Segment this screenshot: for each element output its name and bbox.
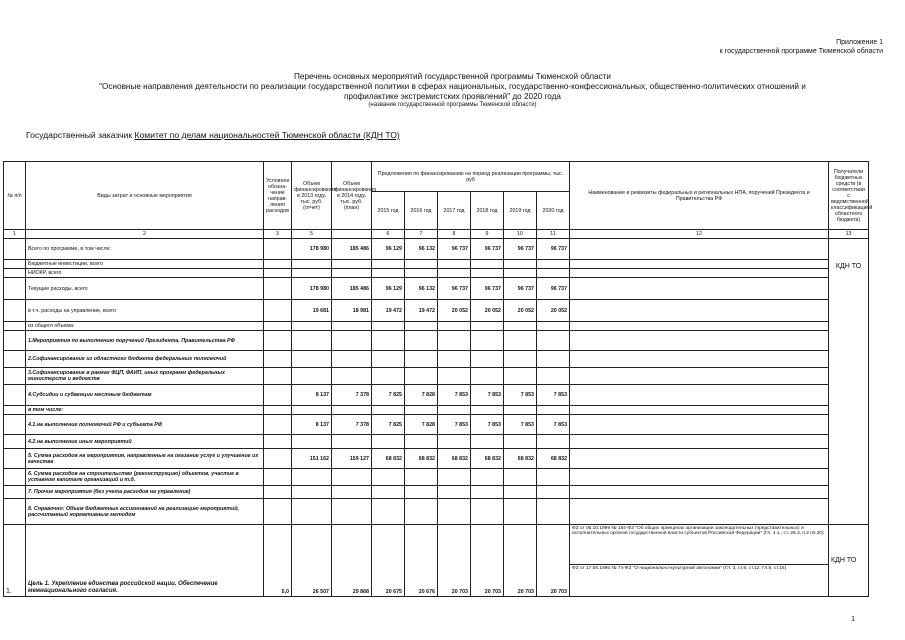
colnum: 7	[405, 230, 438, 239]
goal-act-2: ФЗ от 17.06.1996 № 74-ФЗ "О национально-культурной автономии" (Гл. 3, ст.9, ст.12, Гл.5, ст.16)	[572, 566, 787, 571]
page-number: 1	[851, 616, 855, 623]
row-code	[264, 269, 292, 278]
row-year-value	[405, 269, 438, 278]
row-vol2013: 8 137	[292, 415, 332, 435]
header-num: № п/п	[4, 162, 26, 230]
table-row	[4, 260, 869, 269]
row-year-value	[438, 331, 471, 351]
table-row	[4, 239, 869, 260]
row-year-value: 96 737	[537, 239, 570, 260]
colnum: 5	[292, 230, 332, 239]
row-year-value: 7 853	[438, 415, 471, 435]
row-label: 3.Софинансирование в рамках ФЦП, ФАИП, иных программ федеральных министерств и ведомств	[26, 368, 264, 385]
row-year-value	[471, 406, 504, 415]
row-acts	[570, 351, 829, 368]
table-row	[4, 351, 869, 368]
row-year-value: 96 129	[372, 278, 405, 300]
customer-line	[26, 130, 400, 140]
row-acts	[570, 269, 829, 278]
title-line3: профилактике экстремистских проявлений" до 2020 года	[344, 92, 561, 101]
row-label: Бюджетные инвестиции, всего	[26, 260, 264, 269]
row-year-value	[405, 435, 438, 449]
row-year-value	[438, 368, 471, 385]
row-label: 6. Сумма расходов на строительство (реконструкцию) объектов, участие в уставном капитале организаций и т.д.	[26, 469, 264, 486]
row-year-value: 96 132	[405, 278, 438, 300]
row-year-value	[438, 469, 471, 486]
goal-year-value: 20 703	[471, 525, 504, 597]
row-vol2014	[332, 435, 372, 449]
row-code	[264, 331, 292, 351]
row-num	[4, 435, 26, 449]
row-num	[4, 368, 26, 385]
row-year-value: 96 737	[438, 239, 471, 260]
row-vol2013	[292, 406, 332, 415]
row-code	[264, 351, 292, 368]
table-row	[4, 368, 869, 385]
row-year-value	[504, 499, 537, 525]
header-year: 2017 год	[438, 192, 471, 230]
row-year-value	[405, 351, 438, 368]
row-code	[264, 499, 292, 525]
row-year-value	[405, 368, 438, 385]
header-forecast: Предложения по финансированию на период реализации программы, тыс. руб	[372, 162, 570, 192]
row-vol2014	[332, 260, 372, 269]
row-vol2013	[292, 322, 332, 331]
customer-value: Комитет по делам национальностей Тюменской области (КДН ТО)	[134, 130, 400, 140]
row-code	[264, 406, 292, 415]
row-vol2013: 178 980	[292, 239, 332, 260]
measures-table	[3, 161, 873, 597]
row-year-value: 7 828	[405, 385, 438, 406]
row-acts	[570, 486, 829, 499]
appendix-note	[720, 38, 883, 56]
row-year-value: 20 052	[471, 300, 504, 322]
row-year-value	[372, 269, 405, 278]
row-year-value	[471, 499, 504, 525]
goal-acts	[570, 525, 829, 597]
goal-num: 1.	[4, 525, 26, 597]
row-num	[4, 499, 26, 525]
row-year-value	[372, 469, 405, 486]
row-vol2013: 19 681	[292, 300, 332, 322]
table-row	[4, 486, 869, 499]
goal-year-value: 20 703	[438, 525, 471, 597]
row-year-value	[372, 351, 405, 368]
row-year-value: 7 853	[537, 385, 570, 406]
row-code	[264, 322, 292, 331]
row-label: Всего по программе, в том числе:	[26, 239, 264, 260]
row-year-value: 7 853	[504, 385, 537, 406]
row-vol2013	[292, 269, 332, 278]
table-row	[4, 269, 869, 278]
row-vol2014	[332, 322, 372, 331]
row-num	[4, 278, 26, 300]
row-label: 4.1.на выполнение полномочий РФ и субъекта РФ	[26, 415, 264, 435]
row-code	[264, 300, 292, 322]
row-label: в т.ч. расходы на управление, всего	[26, 300, 264, 322]
row-year-value	[504, 322, 537, 331]
goal-row	[4, 525, 869, 597]
row-year-value	[537, 435, 570, 449]
row-year-value	[504, 351, 537, 368]
row-year-value	[537, 331, 570, 351]
header-vol2013: Объем финансирования в 2013 году, тыс. руб.(отчет)	[292, 162, 332, 230]
row-year-value	[372, 322, 405, 331]
row-code	[264, 469, 292, 486]
row-year-value	[438, 435, 471, 449]
row-label: Текущие расходы, всего	[26, 278, 264, 300]
row-num	[4, 239, 26, 260]
goal-recipient: КДН ТО	[829, 525, 869, 597]
row-year-value: 68 832	[504, 449, 537, 469]
row-year-value	[504, 435, 537, 449]
row-year-value: 20 052	[438, 300, 471, 322]
row-year-value	[537, 499, 570, 525]
row-year-value: 96 737	[471, 278, 504, 300]
title-subcaption: (название государственной программы Тюменской области)	[368, 102, 537, 108]
row-year-value	[471, 260, 504, 269]
row-year-value: 96 737	[537, 278, 570, 300]
row-year-value	[471, 269, 504, 278]
row-vol2013: 8 137	[292, 385, 332, 406]
row-acts	[570, 499, 829, 525]
header-acts: Наименование и реквизиты федеральных и региональных НПА, поручений Президента и Правительства РФ	[570, 162, 829, 230]
colnum: 12	[570, 230, 829, 239]
row-year-value	[504, 331, 537, 351]
appendix-line2: к государственной программе Тюменской области	[719, 48, 883, 55]
row-year-value: 7 853	[438, 385, 471, 406]
row-year-value: 7 853	[471, 385, 504, 406]
title-line1: Перечень основных мероприятий государственной программы Тюменской области	[294, 72, 611, 81]
row-year-value	[471, 331, 504, 351]
row-num	[4, 351, 26, 368]
row-num	[4, 385, 26, 406]
row-acts	[570, 260, 829, 269]
row-year-value: 68 832	[537, 449, 570, 469]
row-vol2014: 7 378	[332, 385, 372, 406]
row-year-value	[471, 435, 504, 449]
row-code	[264, 449, 292, 469]
row-year-value: 7 853	[471, 415, 504, 435]
row-year-value	[537, 269, 570, 278]
colnum: 2	[26, 230, 264, 239]
row-acts	[570, 239, 829, 260]
row-vol2013	[292, 260, 332, 269]
document-title	[0, 72, 905, 109]
row-acts	[570, 449, 829, 469]
row-label: 1.Мероприятия по выполнению поручений Президента, Правительства РФ	[26, 331, 264, 351]
row-year-value: 68 832	[438, 449, 471, 469]
row-year-value	[537, 486, 570, 499]
row-num	[4, 415, 26, 435]
colnum: 9	[471, 230, 504, 239]
row-num	[4, 449, 26, 469]
row-year-value: 20 052	[537, 300, 570, 322]
row-vol2014	[332, 331, 372, 351]
row-code	[264, 486, 292, 499]
table-row	[4, 322, 869, 331]
header-year: 2019 год	[504, 192, 537, 230]
table-row	[4, 278, 869, 300]
goal-code: 5,0	[264, 525, 292, 597]
row-vol2014	[332, 406, 372, 415]
table-row	[4, 331, 869, 351]
row-year-value: 68 832	[372, 449, 405, 469]
header-recipient: Получатели бюджетных средств (в соответствии с ведомственной классификацией областного бюджета)	[829, 162, 869, 230]
row-num	[4, 486, 26, 499]
row-acts	[570, 322, 829, 331]
table-row	[4, 449, 869, 469]
row-year-value: 96 737	[438, 278, 471, 300]
row-year-value	[471, 486, 504, 499]
row-vol2014: 159 127	[332, 449, 372, 469]
colnum: 11	[537, 230, 570, 239]
customer-label: Государственный заказчик	[26, 130, 133, 140]
goal-label: Цель 1. Укрепление единства российской нации. Обеспечение межнационального согласия.	[26, 525, 264, 597]
row-year-value	[537, 368, 570, 385]
row-year-value	[504, 368, 537, 385]
row-year-value	[504, 269, 537, 278]
table-row	[4, 406, 869, 415]
colnum: 8	[438, 230, 471, 239]
row-vol2014	[332, 368, 372, 385]
row-year-value	[537, 351, 570, 368]
row-acts	[570, 406, 829, 415]
goal-year-value: 20 676	[405, 525, 438, 597]
row-code	[264, 385, 292, 406]
row-year-value: 20 052	[504, 300, 537, 322]
row-vol2014: 7 378	[332, 415, 372, 435]
row-acts	[570, 278, 829, 300]
row-vol2013	[292, 435, 332, 449]
row-year-value: 68 832	[471, 449, 504, 469]
row-year-value	[438, 351, 471, 368]
header-year: 2015 год	[372, 192, 405, 230]
row-year-value	[471, 469, 504, 486]
row-year-value	[372, 435, 405, 449]
row-year-value	[372, 260, 405, 269]
row-year-value	[405, 322, 438, 331]
row-vol2014	[332, 499, 372, 525]
colnum: 1	[4, 230, 26, 239]
table-row	[4, 300, 869, 322]
row-vol2014: 185 486	[332, 278, 372, 300]
row-code	[264, 415, 292, 435]
header-row	[4, 162, 869, 192]
row-year-value	[504, 406, 537, 415]
row-vol2013	[292, 331, 332, 351]
row-code	[264, 435, 292, 449]
row-vol2013	[292, 469, 332, 486]
row-year-value: 96 737	[471, 239, 504, 260]
row-year-value: 7 853	[504, 415, 537, 435]
row-num	[4, 260, 26, 269]
row-num	[4, 406, 26, 415]
row-label: 7. Прочие мероприятия (без учета расходов на управление)	[26, 486, 264, 499]
goal-vol2013: 26 507	[292, 525, 332, 597]
row-num	[4, 469, 26, 486]
row-acts	[570, 385, 829, 406]
row-vol2013	[292, 486, 332, 499]
row-year-value	[471, 322, 504, 331]
row-num	[4, 300, 26, 322]
row-year-value	[504, 260, 537, 269]
row-code	[264, 368, 292, 385]
header-year: 2016 год	[405, 192, 438, 230]
row-year-value	[537, 322, 570, 331]
row-year-value: 96 129	[372, 239, 405, 260]
row-label: 4.2.на выполнение иных мероприятий	[26, 435, 264, 449]
row-year-value	[537, 469, 570, 486]
row-year-value: 96 132	[405, 239, 438, 260]
row-year-value: 7 825	[372, 415, 405, 435]
table-row	[4, 469, 869, 486]
table-body	[4, 239, 869, 597]
row-year-value	[372, 331, 405, 351]
row-year-value	[372, 499, 405, 525]
row-code	[264, 260, 292, 269]
row-year-value	[438, 486, 471, 499]
colnum	[332, 230, 372, 239]
row-year-value	[372, 368, 405, 385]
row-year-value: 7 853	[537, 415, 570, 435]
table-row	[4, 499, 869, 525]
row-year-value	[405, 469, 438, 486]
row-year-value	[405, 260, 438, 269]
row-year-value: 96 737	[504, 278, 537, 300]
header-year: 2018 год	[471, 192, 504, 230]
row-label: 8. Справочно: Объем бюджетных ассигнований на реализацию мероприятий, рассчитанный нормативным методом	[26, 499, 264, 525]
row-year-value	[438, 322, 471, 331]
row-year-value	[471, 368, 504, 385]
row-vol2013	[292, 499, 332, 525]
row-year-value: 19 472	[372, 300, 405, 322]
row-year-value: 96 737	[504, 239, 537, 260]
header-vol2014: Объем финансирования в 2014 году, тыс. руб.(план)	[332, 162, 372, 230]
row-year-value	[372, 486, 405, 499]
table-row	[4, 435, 869, 449]
appendix-line1: Приложение 1	[836, 39, 883, 46]
goal-act-1: ФЗ от 06.10.1999 № 184-ФЗ "Об общих принципах организации законодательных (представительных) и исполнительных органов государственной власти субъектов Российской Федерации" (Гл. 4.1., ст. 26.3, п.2 пп.20)	[570, 525, 828, 565]
row-acts	[570, 415, 829, 435]
row-year-value	[405, 406, 438, 415]
row-vol2014	[332, 486, 372, 499]
row-vol2014	[332, 269, 372, 278]
table-row	[4, 385, 869, 406]
row-label: 4.Субсидии и субвенции местным бюджетам	[26, 385, 264, 406]
row-vol2014: 185 486	[332, 239, 372, 260]
row-acts	[570, 368, 829, 385]
goal-year-value: 20 675	[372, 525, 405, 597]
colnum: 10	[504, 230, 537, 239]
row-year-value	[537, 260, 570, 269]
row-year-value	[504, 486, 537, 499]
row-year-value	[438, 406, 471, 415]
row-year-value	[405, 331, 438, 351]
row-recipient: КДН ТО	[829, 239, 869, 525]
row-year-value: 19 472	[405, 300, 438, 322]
row-year-value: 7 825	[372, 385, 405, 406]
title-line2: "Основные направления деятельности по реализации государственной политики в сферах национальных, государственно-конфессиональных, общественно-политических отношений и	[99, 82, 806, 91]
table-row	[4, 415, 869, 435]
row-label: в том числе:	[26, 406, 264, 415]
row-year-value	[471, 351, 504, 368]
row-acts	[570, 331, 829, 351]
row-num	[4, 331, 26, 351]
row-year-value	[438, 269, 471, 278]
row-year-value	[537, 406, 570, 415]
goal-year-value: 20 703	[537, 525, 570, 597]
row-year-value: 68 832	[405, 449, 438, 469]
colnum: 6	[372, 230, 405, 239]
header-year: 2020 год	[537, 192, 570, 230]
row-label: 2.Софинансирование из областного бюджета федеральных полномочий	[26, 351, 264, 368]
colnum: 3	[264, 230, 292, 239]
column-number-row	[4, 230, 869, 239]
row-year-value	[405, 486, 438, 499]
row-year-value	[438, 499, 471, 525]
goal-year-value: 20 703	[504, 525, 537, 597]
row-num	[4, 322, 26, 331]
row-label: 5. Сумма расходов на мероприятия, направленные на оказание услуг и улучшение их качества	[26, 449, 264, 469]
header-code: Условное обозна-чение направ-ления расходов	[264, 162, 292, 230]
row-acts	[570, 300, 829, 322]
row-code	[264, 239, 292, 260]
row-acts	[570, 435, 829, 449]
row-label: НИОКР, всего	[26, 269, 264, 278]
row-vol2014: 18 981	[332, 300, 372, 322]
row-label: из общего объема:	[26, 322, 264, 331]
goal-vol2014: 29 868	[332, 525, 372, 597]
row-num	[4, 269, 26, 278]
row-year-value	[372, 406, 405, 415]
row-vol2014	[332, 351, 372, 368]
row-year-value	[504, 469, 537, 486]
row-year-value	[438, 260, 471, 269]
row-vol2013: 151 162	[292, 449, 332, 469]
row-vol2013	[292, 368, 332, 385]
row-vol2013: 178 980	[292, 278, 332, 300]
row-year-value: 7 828	[405, 415, 438, 435]
row-year-value	[405, 499, 438, 525]
row-vol2013	[292, 351, 332, 368]
colnum: 13	[829, 230, 869, 239]
header-kind: Виды затрат и основные мероприятия	[26, 162, 264, 230]
row-code	[264, 278, 292, 300]
row-vol2014	[332, 469, 372, 486]
row-acts	[570, 469, 829, 486]
